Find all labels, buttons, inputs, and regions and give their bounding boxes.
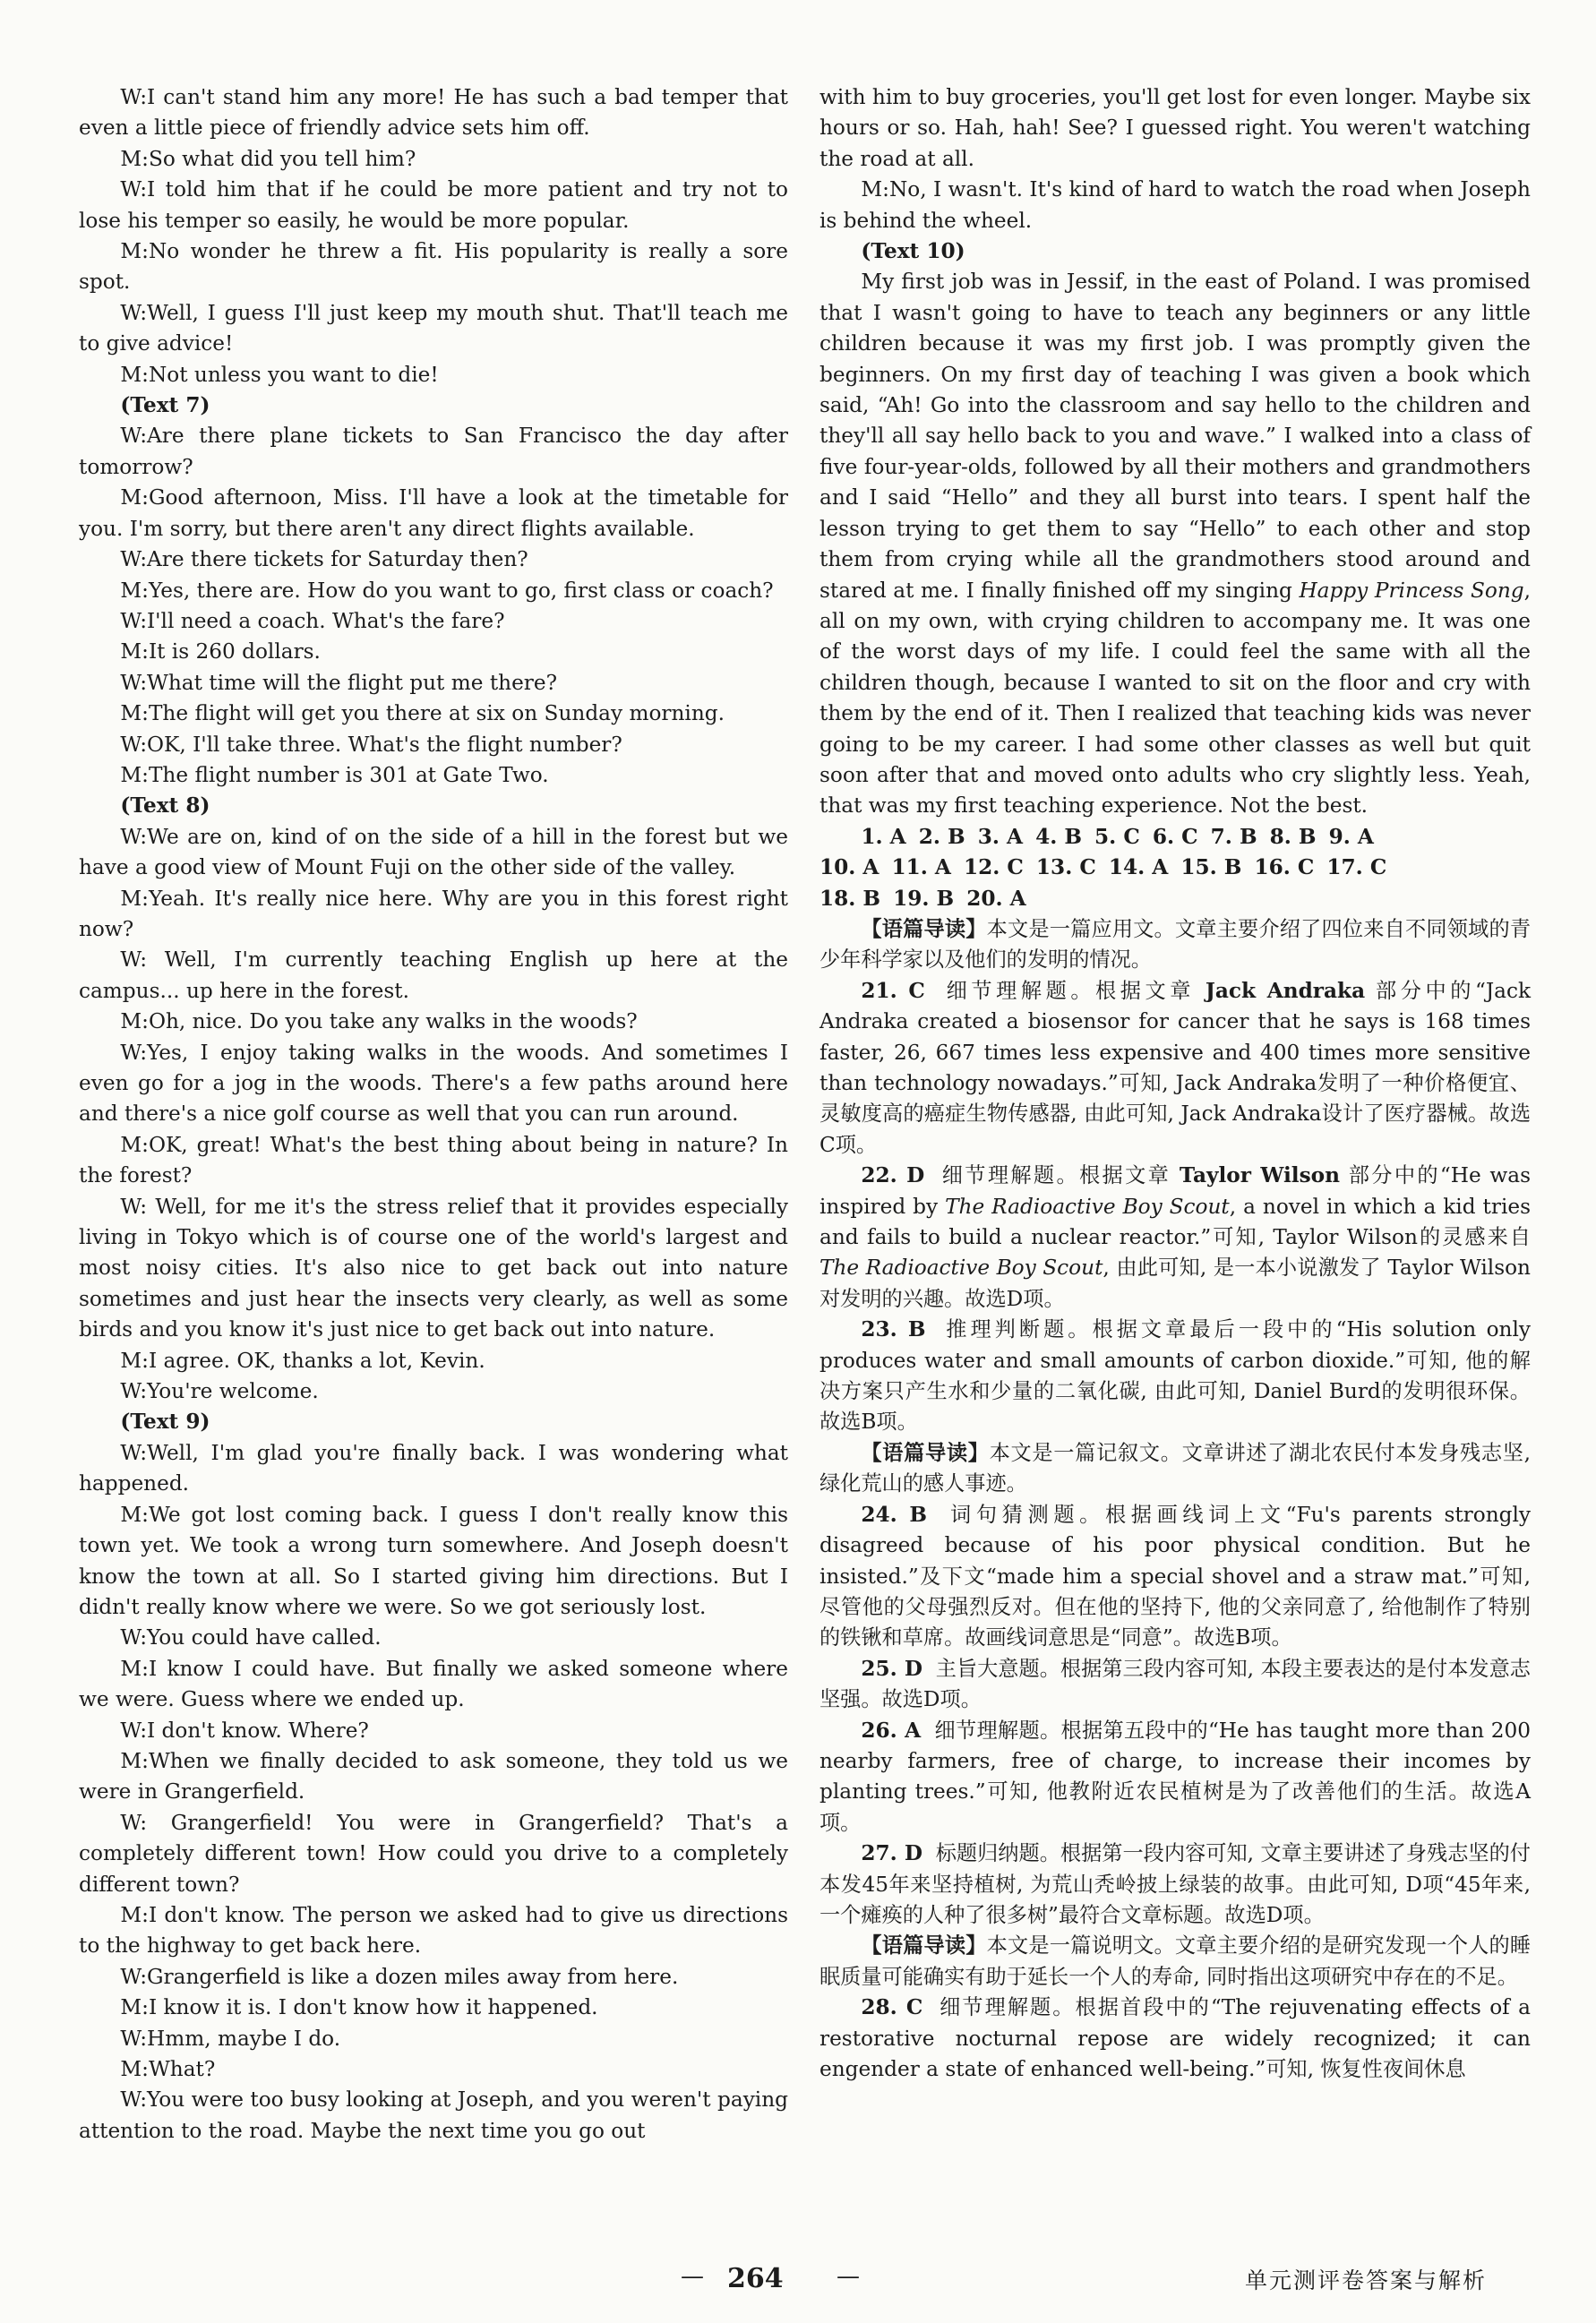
answer: 13. C <box>1035 855 1096 880</box>
question-number: 28. C <box>861 1995 923 2020</box>
answer: 17. C <box>1326 855 1387 880</box>
answer: 9. A <box>1328 824 1374 849</box>
explanation-28 <box>819 1993 1531 2085</box>
text8-heading: (Text 8) <box>120 793 210 819</box>
guide-title: 【语篇导读】 <box>861 1440 990 1465</box>
explanation-text: 推理判断题。根据文章最后一段中的“His solution only produces water and small amounts of carbon dioxide.”可知, 他的解决方案只产生水和少量的二氧化碳, 由此可知, Daniel Burd的发明很环保。故选B项。 <box>819 1317 1531 1435</box>
passage-guide <box>819 914 1531 976</box>
t8-line: M:Oh, nice. Do you take any walks in the woods? <box>120 1009 638 1034</box>
explanation-text: 主旨大意题。根据第三段内容可知, 本段主要表达的是付本发意志坚强。故选D项。 <box>819 1656 1531 1712</box>
answer: 15. B <box>1180 855 1242 880</box>
answer: 4. B <box>1035 824 1082 849</box>
book-section-title: 单元测评卷答案与解析 <box>1245 2267 1488 2293</box>
footer-dash: — <box>837 2263 860 2290</box>
t7-line: W:Are there plane tickets to San Francisco the day after tomorrow? <box>79 424 788 479</box>
t8-line: M:Yeah. It's really nice here. Why are you in this forest right now? <box>79 886 788 941</box>
guide-text: 本文是一篇应用文。文章主要介绍了四位来自不同领域的青少年科学家以及他们的发明的情况。 <box>819 916 1532 973</box>
t9-line: M:I don't know. The person we asked had to give us directions to the highway to get back here. <box>79 1902 788 1959</box>
t7-line: M:Good afternoon, Miss. I'll have a look at the timetable for you. I'm sorry, but there aren't any direct flights available. <box>79 485 788 541</box>
explanation-text: , 由此可知, 是一本小说激发了 Taylor Wilson对发明的兴趣。故选D项。 <box>819 1256 1531 1311</box>
footer-dash: — <box>681 2263 704 2290</box>
passage-guide <box>819 1438 1531 1500</box>
t6-line: W:Well, I guess I'll just keep my mouth shut. That'll teach me to give advice! <box>79 300 788 356</box>
t7-line: M:It is 260 dollars. <box>120 639 321 664</box>
answer: 7. B <box>1210 824 1257 849</box>
text10-part2: , all on my own, with crying children to accompany me. It was one of the worst days of my life. I could feel the same with all the children though, because I wanted to sit on the floor and cry with them by the end of it. Then I realized that teaching kids was never going to be my career. I had some other classes as well but quit soon after that and moved onto adults who cry slightly less. Yeah, that was my first teaching experience. Not the best. <box>819 578 1531 819</box>
answer: 10. A <box>819 855 880 880</box>
explanation-text: 标题归纳题。根据第一段内容可知, 文章主要讲述了身残志坚的付本发45年来坚持植树, 为荒山秃岭披上绿装的故事。由此可知, D项“45年来, 一个瘫痪的人种了很多树”最符合文章标题。故选D项。 <box>819 1841 1531 1927</box>
t9-continuation: with him to buy groceries, you'll get lost for even longer. Maybe six hours or so. Hah, hah! See? I guessed right. You weren't watching the road at all. <box>819 85 1531 171</box>
answer-key <box>819 853 1531 883</box>
explanation-text: , a novel in which a kid tries and fails to build a nuclear reactor.”可知, Taylor Wilson的灵感来自 <box>819 1194 1531 1250</box>
t9-line: W:Well, I'm glad you're finally back. I was wondering what happened. <box>79 1440 788 1496</box>
answer: 6. C <box>1152 824 1198 849</box>
answer: 2. B <box>918 824 965 849</box>
highlight-name: Jack Andraka <box>1205 978 1366 1003</box>
explanation-26 <box>819 1716 1531 1839</box>
explanation-text: 部分中的“He was inspired by <box>819 1163 1532 1219</box>
t6-line: W:I can't stand him any more! He has such a bad temper that even a little piece of friendly advice sets him off. <box>79 85 788 141</box>
guide-title: 【语篇导读】 <box>861 916 987 941</box>
question-number: 25. D <box>861 1656 922 1681</box>
question-number: 23. B <box>861 1317 926 1342</box>
answer-key <box>819 884 1531 914</box>
question-number: 21. C <box>861 978 925 1003</box>
t7-line: W:OK, I'll take three. What's the flight number? <box>120 732 622 757</box>
t9-line: M:We got lost coming back. I guess I don't really know this town yet. We took a wrong turn somewhere. And Joseph doesn't know the town at all. So I started giving him directions. But I didn't really know where we were. So we got seriously lost. <box>79 1502 788 1619</box>
t8-line: W:We are on, kind of on the side of a hill in the forest but we have a good view of Mount Fuji on the other side of the valley. <box>79 824 788 880</box>
answer-key <box>819 822 1531 853</box>
explanation-27 <box>819 1839 1531 1931</box>
left-column <box>79 82 788 2147</box>
t8-line: W: Well, for me it's the stress relief that it provides especially living in Tokyo which is of course one of the world's largest and most noisy cities. It's also nice to get back out into nature sometimes and just hear the insects very clearly, as well as some birds and you know it's just nice to get back out into nature. <box>79 1194 788 1342</box>
t8-line: W:Yes, I enjoy taking walks in the woods. And sometimes I even go for a jog in the woods. There's a few paths around here and there's a nice golf course as well that you can run around. <box>79 1040 788 1127</box>
answer: 3. A <box>977 824 1023 849</box>
t8-line: M:I agree. OK, thanks a lot, Kevin. <box>120 1348 485 1373</box>
t9-line: W:I don't know. Where? <box>120 1718 369 1743</box>
explanation-text: 词句猜测题。根据画线词上文“Fu's parents strongly disagreed because of his poor physical condition. But he insisted.”及下文“made him a special shovel and a straw mat.”可知, 尽管他的父母强烈反对。但在他的坚持下, 他的父亲同意了, 给他制作了特别的铁锹和草席。故画线词意思是“同意”。故选B项。 <box>819 1502 1531 1650</box>
guide-text: 本文是一篇说明文。文章主要介绍的是研究发现一个人的睡眠质量可能确实有助于延长一个人的寿命, 同时指出这项研究中存在的不足。 <box>819 1933 1532 1989</box>
t6-line: M:No wonder he threw a fit. His popularity is really a sore spot. <box>79 239 788 295</box>
explanation-text: 细节理解题。根据第五段中的“He has taught more than 200 nearby farmers, free of charge, to increase their incomes by planting trees.”可知, 他教附近农民植树是为了改善他们的生活。故选A项。 <box>819 1718 1532 1835</box>
explanation-text: 细节理解题。根据文章 <box>941 1163 1171 1188</box>
explanation-text: 细节理解题。根据文章 <box>946 978 1195 1003</box>
answer: 11. A <box>891 855 951 880</box>
question-number: 24. B <box>861 1502 928 1527</box>
text10-heading: (Text 10) <box>861 239 965 264</box>
question-number: 22. D <box>861 1163 925 1188</box>
highlight-name: Taylor Wilson <box>1179 1163 1340 1188</box>
book-title: The Radioactive Boy Scout <box>819 1256 1103 1281</box>
explanation-text: 细节理解题。根据首段中的“The rejuvenating effects of a restorative nocturnal repose are widely recognized; it can engender a state of enhanced well-being.”可知, 恢复性夜间休息 <box>819 1995 1532 2081</box>
text10-part1: My first job was in Jessif, in the east of Poland. I was promised that I wasn't going to have to teach any beginners or any little children because it was my first job. I was promptly given the beginners. On my first day of teaching I was given a book which said, “Ah! Go into the classroom and say hello to the children and they'll all say hello back to you and wave.” I walked into a class of five four-year-olds, followed by all their mothers and grandmothers and I said “Hello” and they all burst into tears. I spent half the lesson trying to get them to say “Hello” to each other and stop them from crying while all the grandmothers stood around and stared at me. I finally finished off my singing <box>819 270 1531 603</box>
t9-line: M:I know I could have. But finally we asked someone where we were. Guess where we ended up. <box>79 1656 788 1712</box>
explanation-23 <box>819 1315 1531 1438</box>
t9-line: W:You were too busy looking at Joseph, and you weren't paying attention to the road. Maybe the next time you go out <box>79 2087 788 2143</box>
text9-heading: (Text 9) <box>120 1410 210 1435</box>
t9-line: M:What? <box>120 2057 216 2081</box>
t8-line: W: Well, I'm currently teaching English up here at the campus... up here in the forest. <box>79 947 788 1003</box>
guide-title: 【语篇导读】 <box>861 1933 987 1959</box>
text10-passage <box>819 267 1531 821</box>
text7-heading: (Text 7) <box>120 393 210 418</box>
answer: 18. B <box>819 886 881 911</box>
explanation-21 <box>819 976 1531 1161</box>
right-column <box>819 82 1531 2085</box>
page-number: 264 <box>727 2263 784 2294</box>
explanation-text: 部分中的“Jack Andraka created a biosensor for cancer that he says is 168 times faster, 26, 667 times less expensive and 400 times more sensitive than technology nowadays.”可知, Jack Andraka发明了一种价格便宜、灵敏度高的癌症生物传感器, 由此可知, Jack Andraka设计了医疗器械。故选C项。 <box>819 978 1531 1157</box>
t9-line: M:No, I wasn't. It's kind of hard to watch the road when Joseph is behind the wheel. <box>819 177 1531 233</box>
answer: 16. C <box>1254 855 1315 880</box>
song-title: Happy Princess Song <box>1299 578 1524 603</box>
t9-line: W:You could have called. <box>120 1625 382 1650</box>
t8-line: W:You're welcome. <box>120 1379 319 1404</box>
explanation-22 <box>819 1161 1531 1315</box>
book-title: The Radioactive Boy Scout <box>945 1194 1230 1219</box>
t9-line: W: Grangerfield! You were in Grangerfield? That's a completely different town! How could you drive to a completely different town? <box>79 1810 788 1897</box>
question-number: 27. D <box>861 1841 922 1866</box>
answer: 12. C <box>963 855 1024 880</box>
t7-line: M:The flight will get you there at six on Sunday morning. <box>120 701 725 726</box>
t9-line: M:When we finally decided to ask someone, they told us we were in Grangerfield. <box>79 1748 788 1804</box>
passage-guide <box>819 1931 1531 1993</box>
answer: 1. A <box>861 824 906 849</box>
answer: 5. C <box>1094 824 1140 849</box>
t7-line: W:What time will the flight put me there? <box>120 670 558 695</box>
explanation-24 <box>819 1500 1531 1654</box>
answer: 20. A <box>966 886 1026 911</box>
t9-line: W:Grangerfield is like a dozen miles away from here. <box>120 1964 679 1989</box>
t7-line: M:Yes, there are. How do you want to go, first class or coach? <box>120 578 774 603</box>
answer: 19. B <box>893 886 955 911</box>
t6-line: M:So what did you tell him? <box>120 146 416 171</box>
t7-line: W:Are there tickets for Saturday then? <box>120 547 528 572</box>
guide-text: 本文是一篇记叙文。文章讲述了湖北农民付本发身残志坚, 绿化荒山的感人事迹。 <box>819 1440 1532 1496</box>
answer: 8. B <box>1269 824 1317 849</box>
question-number: 26. A <box>861 1718 922 1743</box>
t9-line: M:I know it is. I don't know how it happened. <box>120 1995 598 2020</box>
explanation-25 <box>819 1654 1531 1716</box>
t9-line: W:Hmm, maybe I do. <box>120 2026 341 2051</box>
t6-line: M:Not unless you want to die! <box>120 362 439 387</box>
t7-line: W:I'll need a coach. What's the fare? <box>120 608 505 633</box>
t8-line: M:OK, great! What's the best thing about being in nature? In the forest? <box>79 1132 788 1188</box>
t6-line: W:I told him that if he could be more patient and try not to lose his temper so easily, he would be more popular. <box>79 177 788 233</box>
t7-line: M:The flight number is 301 at Gate Two. <box>120 762 549 787</box>
answer: 14. A <box>1108 855 1169 880</box>
